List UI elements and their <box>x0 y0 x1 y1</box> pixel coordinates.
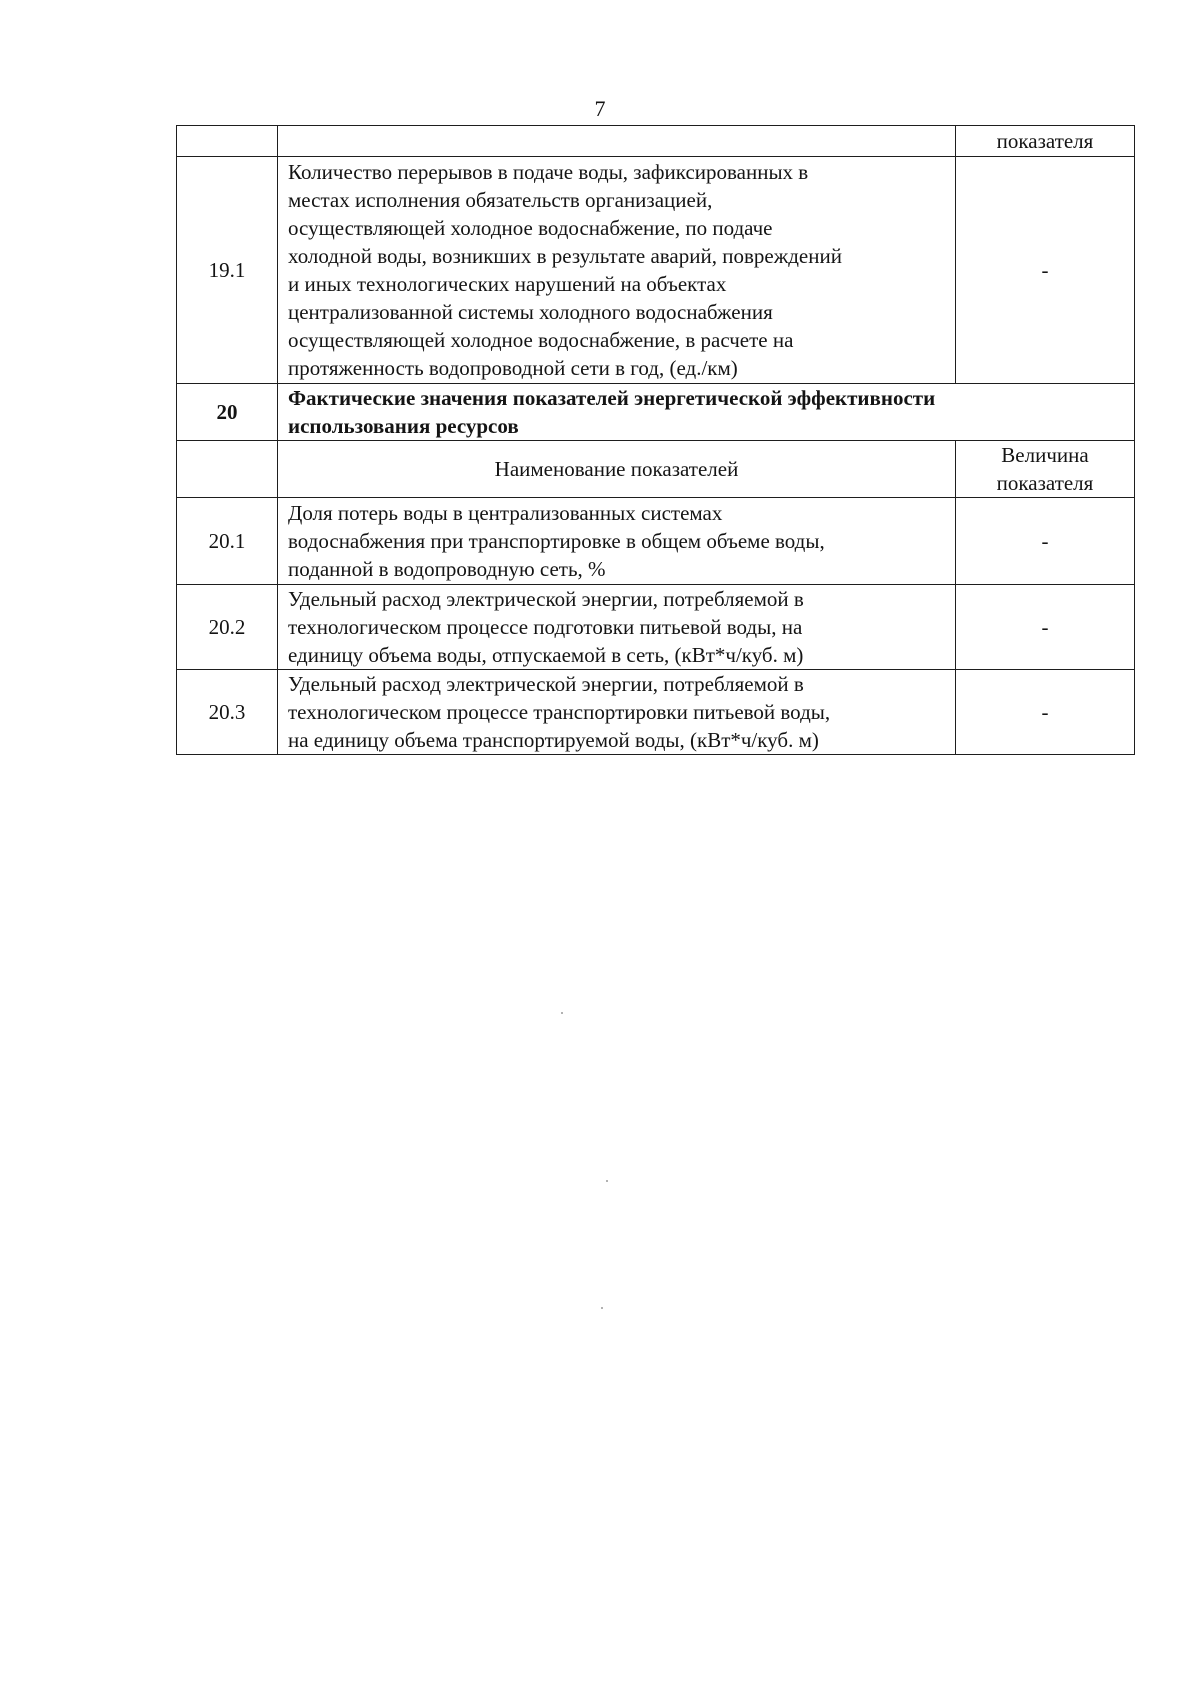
section-title-line: Фактические значения показателей энергетической эффективности <box>288 386 936 410</box>
row-name-line: местах исполнения обязательств организацией, <box>288 188 713 212</box>
header-value <box>956 441 1135 498</box>
row-value: - <box>956 157 1135 384</box>
row-name-line: технологическом процессе транспортировки питьевой воды, <box>288 700 831 724</box>
value-header-line: показателя <box>996 129 1094 153</box>
table-row-20-1 <box>177 498 1135 585</box>
table-header-row <box>177 441 1135 498</box>
row-name <box>278 157 956 384</box>
row-name-line: поданной в водопроводную сеть, % <box>288 557 606 581</box>
row-name <box>278 670 956 755</box>
row-name-line: осуществляющей холодное водоснабжение, в расчете на <box>288 328 794 352</box>
table-row-20-3 <box>177 670 1135 755</box>
section-number: 20 <box>177 384 278 441</box>
cell-number-empty <box>177 126 278 157</box>
section-title <box>278 384 1135 441</box>
section-title-line: использования ресурсов <box>288 414 519 438</box>
scan-speck <box>606 1180 608 1182</box>
cell-name-empty <box>278 126 956 157</box>
row-name-line: протяженность водопроводной сети в год, (ед./км) <box>288 356 738 380</box>
row-name-line: Удельный расход электрической энергии, потребляемой в <box>288 672 804 696</box>
row-value: - <box>956 498 1135 585</box>
row-name-line: холодной воды, возникших в результате аварий, повреждений <box>288 244 842 268</box>
row-name-line: и иных технологических нарушений на объектах <box>288 272 727 296</box>
row-name-line: на единицу объема транспортируемой воды, (кВт*ч/куб. м) <box>288 728 819 752</box>
row-name <box>278 585 956 670</box>
row-name <box>278 498 956 585</box>
page-number: 7 <box>594 96 606 121</box>
row-number: 20.2 <box>177 585 278 670</box>
row-value: - <box>956 670 1135 755</box>
row-number: 20.1 <box>177 498 278 585</box>
row-number: 19.1 <box>177 157 278 384</box>
row-name-line: Доля потерь воды в централизованных системах <box>288 501 723 525</box>
header-value-line: Величина <box>1001 443 1089 467</box>
header-number-empty <box>177 441 278 498</box>
row-name-line: единицу объема воды, отпускаемой в сеть, (кВт*ч/куб. м) <box>288 643 804 667</box>
row-value: - <box>956 585 1135 670</box>
row-name-line: централизованной системы холодного водоснабжения <box>288 300 773 324</box>
table-row-section-20 <box>177 384 1135 441</box>
scan-speck <box>601 1307 603 1309</box>
cell-value-header-continued <box>956 126 1135 157</box>
row-name-line: Количество перерывов в подаче воды, зафиксированных в <box>288 160 809 184</box>
scan-speck <box>561 1012 563 1014</box>
row-name-line: осуществляющей холодное водоснабжение, по подаче <box>288 216 773 240</box>
header-value-line: показателя <box>996 471 1094 495</box>
table-row-continued-header <box>177 126 1135 157</box>
row-name-line: технологическом процессе подготовки питьевой воды, на <box>288 615 803 639</box>
table-row-20-2 <box>177 585 1135 670</box>
row-name-line: Удельный расход электрической энергии, потребляемой в <box>288 587 804 611</box>
row-number: 20.3 <box>177 670 278 755</box>
table-row-19-1 <box>177 157 1135 384</box>
row-name-line: водоснабжения при транспортировке в общем объеме воды, <box>288 529 825 553</box>
indicators-table <box>176 125 1135 755</box>
header-name: Наименование показателей <box>278 441 956 498</box>
